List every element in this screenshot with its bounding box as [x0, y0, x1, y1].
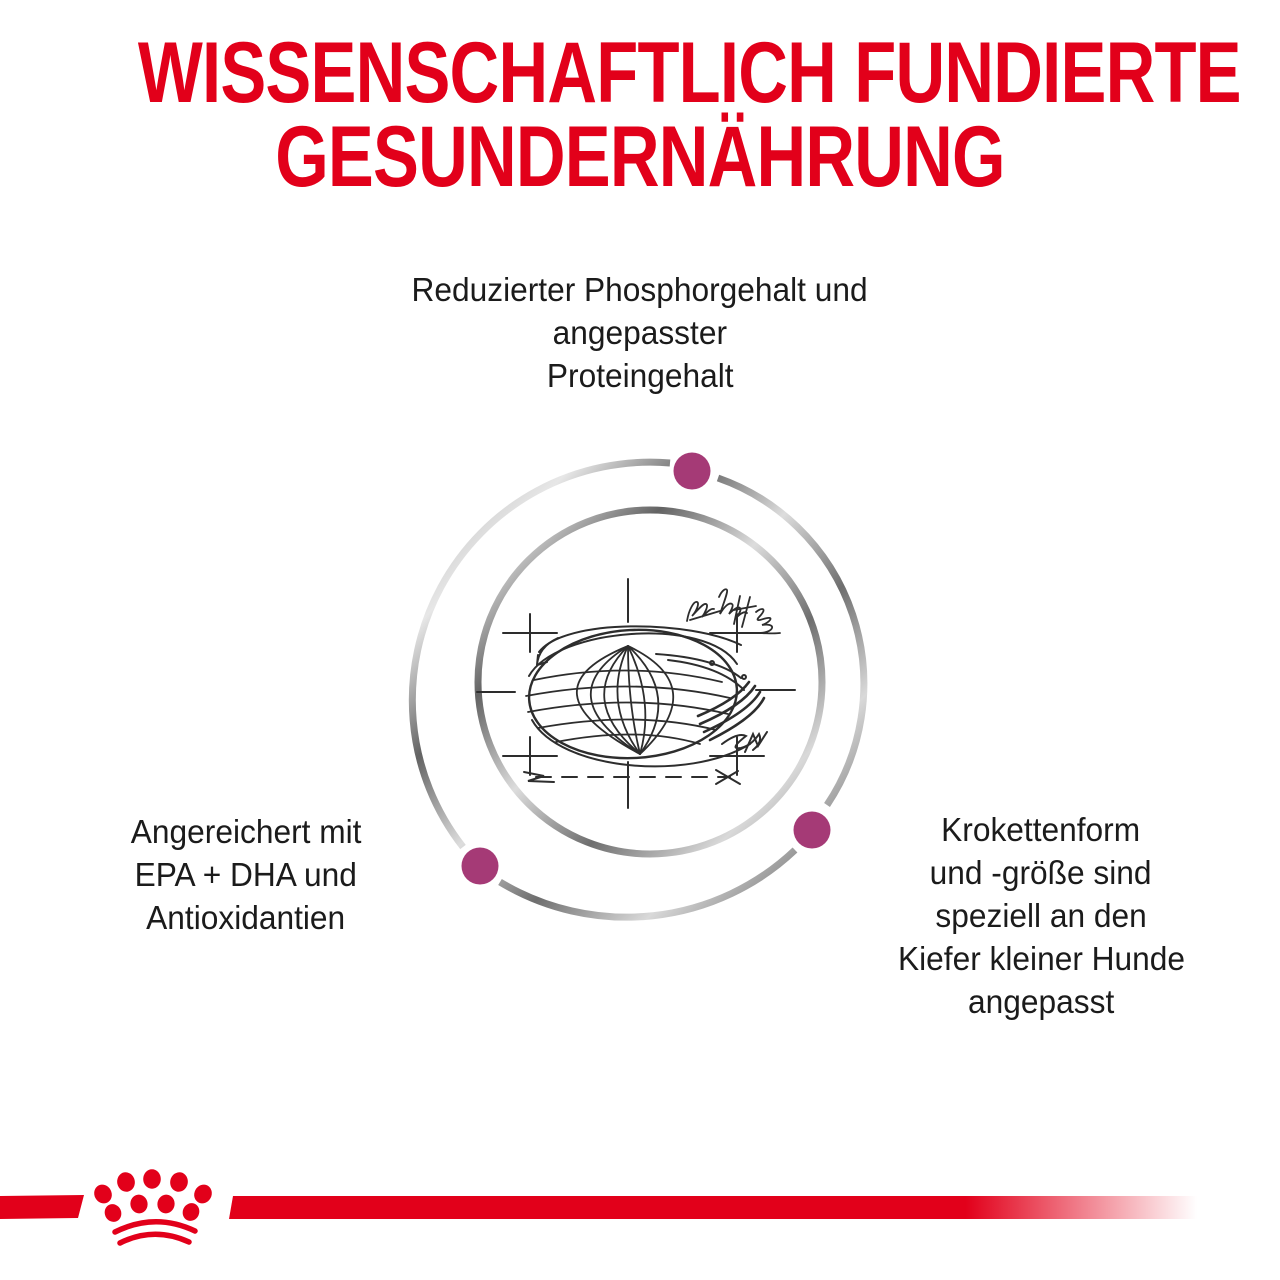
kibble-surface-dot: [742, 675, 746, 679]
footer-brand-strip: [0, 1160, 1280, 1280]
benefit-line: Proteingehalt: [546, 357, 734, 394]
benefit-line: und -größe sind: [930, 854, 1152, 891]
cross-bottom-left: [503, 737, 557, 775]
benefit-line: Kiefer kleiner Hunde: [897, 940, 1185, 977]
benefit-phosphorus: [340, 268, 940, 397]
page-title-line-1: WISSENSCHAFTLICH FUNDIERTE: [137, 25, 1241, 121]
kibble-scribble: [745, 732, 767, 752]
benefit-line: Reduzierter Phosphorgehalt und: [411, 271, 869, 308]
brand-bar-left-segment: [0, 1195, 84, 1219]
benefit-epa-dha: [46, 810, 446, 939]
cross-top-left: [503, 614, 557, 652]
benefit-line: angepasst: [967, 983, 1115, 1020]
kibble-overdraw-top: [529, 633, 737, 676]
outer-orbit-arc-bottom: [500, 850, 795, 917]
benefit-line: angepasster: [552, 314, 728, 351]
benefit-line: EPA + DHA und: [134, 856, 358, 893]
bullet-dots: [462, 453, 831, 885]
bullet-dot-right: [794, 812, 831, 849]
kibble-diagram: [390, 425, 910, 940]
benefit-line: Angereichert mit: [130, 813, 362, 850]
benefit-line: speziell an den: [935, 897, 1147, 934]
signature-scribble: [687, 589, 780, 633]
benefit-line: Antioxidantien: [146, 899, 346, 936]
kibble-meridians: [577, 646, 673, 754]
page-title-line-2: GESUNDERNÄHRUNG: [275, 109, 1005, 205]
page-title: [0, 25, 1280, 205]
brand-bar: [229, 1196, 1197, 1219]
bullet-dot-top: [674, 453, 711, 490]
kibble-sketch: [477, 579, 795, 808]
royal-canin-crown-icon: [91, 1169, 215, 1243]
bullet-dot-left: [462, 848, 499, 885]
inner-orbit-ring: [478, 510, 822, 854]
cross-top-right: [710, 614, 764, 652]
benefit-line: Krokettenform: [941, 811, 1141, 848]
